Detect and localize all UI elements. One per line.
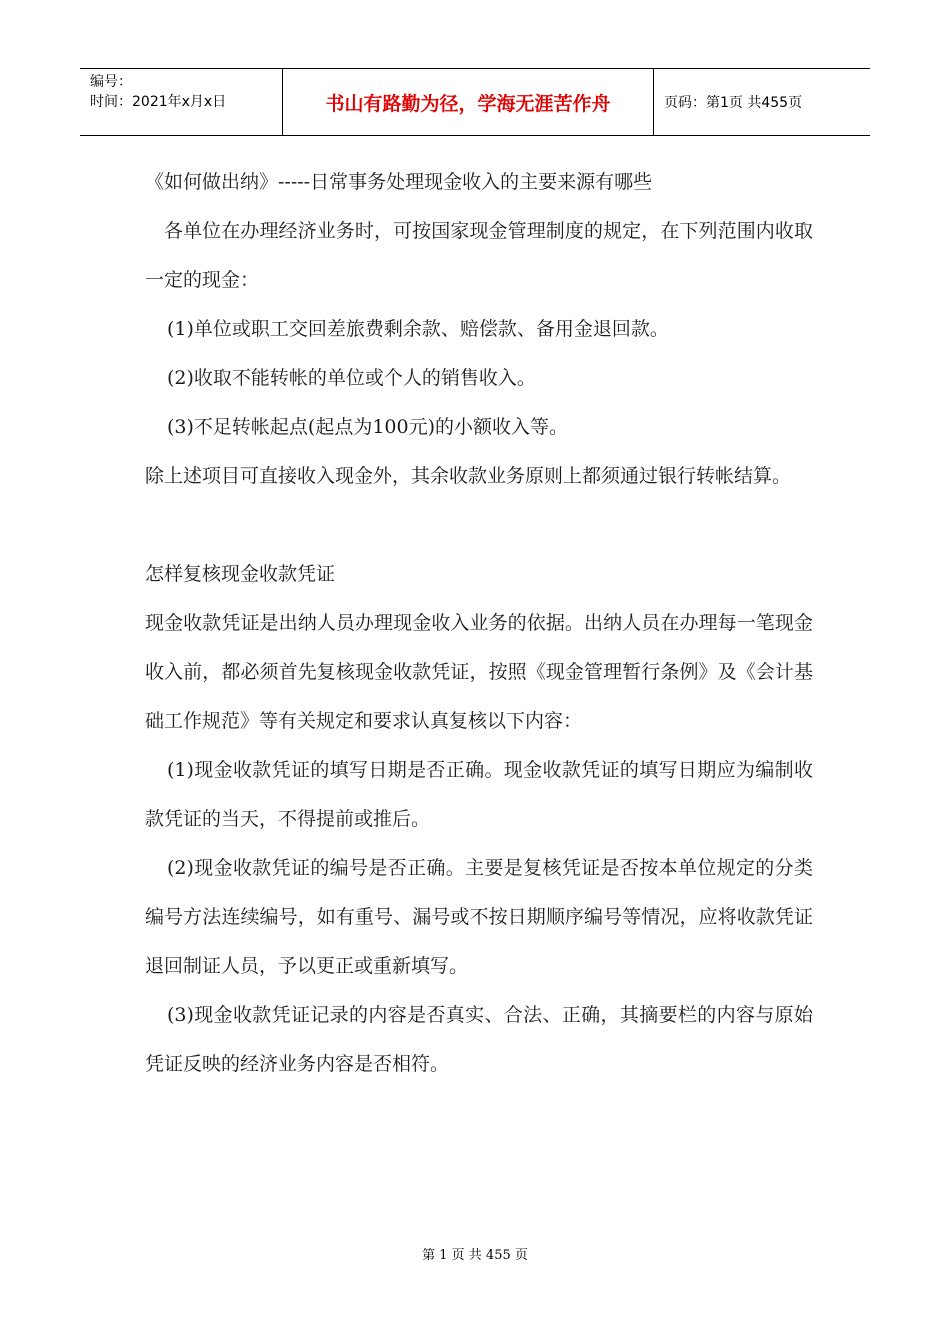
document-number-label: 编号：	[90, 74, 132, 90]
section1-closing: 除上述项目可直接收入现金外，其余收款业务原则上都须通过银行转帐结算。	[145, 465, 792, 487]
header-motto: 书山有路勤为径，学海无涯苦作舟	[282, 69, 654, 135]
page-footer: 第 1 页 共 455 页	[422, 1248, 528, 1263]
header-table	[80, 68, 870, 136]
section2-item-2: (2)现金收款凭证的编号是否正确。主要是复核凭证是否按本单位规定的分类编号方法连续编号，如有重号、漏号或不按日期顺序编号等情况，应将收款凭证退回制证人员，予以更正或重新填写。	[145, 857, 813, 977]
document-body	[145, 158, 813, 1089]
section1-item-1: (1)单位或职工交回差旅费剩余款、赔偿款、备用金退回款。	[167, 318, 669, 340]
section2-intro: 现金收款凭证是出纳人员办理现金收入业务的依据。出纳人员在办理每一笔现金收入前，都必须首先复核现金收款凭证，按照《现金管理暂行条例》及《会计基础工作规范》等有关规定和要求认真复核以下内容：	[145, 612, 813, 732]
document-title: 《如何做出纳》-----日常事务处理现金收入的主要来源有哪些	[145, 171, 653, 193]
section1-item-3: (3)不足转帐起点(起点为100元)的小额收入等。	[167, 416, 569, 438]
section2-item-1: (1)现金收款凭证的填写日期是否正确。现金收款凭证的填写日期应为编制收款凭证的当天，不得提前或推后。	[145, 759, 813, 830]
document-date: 时间：2021年x月x日	[90, 94, 227, 110]
header-page-info: 页码：第1页 共455页	[664, 95, 803, 111]
section2-item-3: (3)现金收款凭证记录的内容是否真实、合法、正确，其摘要栏的内容与原始凭证反映的经济业务内容是否相符。	[145, 1004, 813, 1075]
header-meta	[80, 69, 282, 135]
section2-heading: 怎样复核现金收款凭证	[145, 563, 336, 585]
section1-intro: 各单位在办理经济业务时，可按国家现金管理制度的规定，在下列范围内收取一定的现金：	[145, 220, 813, 291]
paragraph-gap	[145, 501, 813, 550]
section1-item-2: (2)收取不能转帐的单位或个人的销售收入。	[167, 367, 536, 389]
